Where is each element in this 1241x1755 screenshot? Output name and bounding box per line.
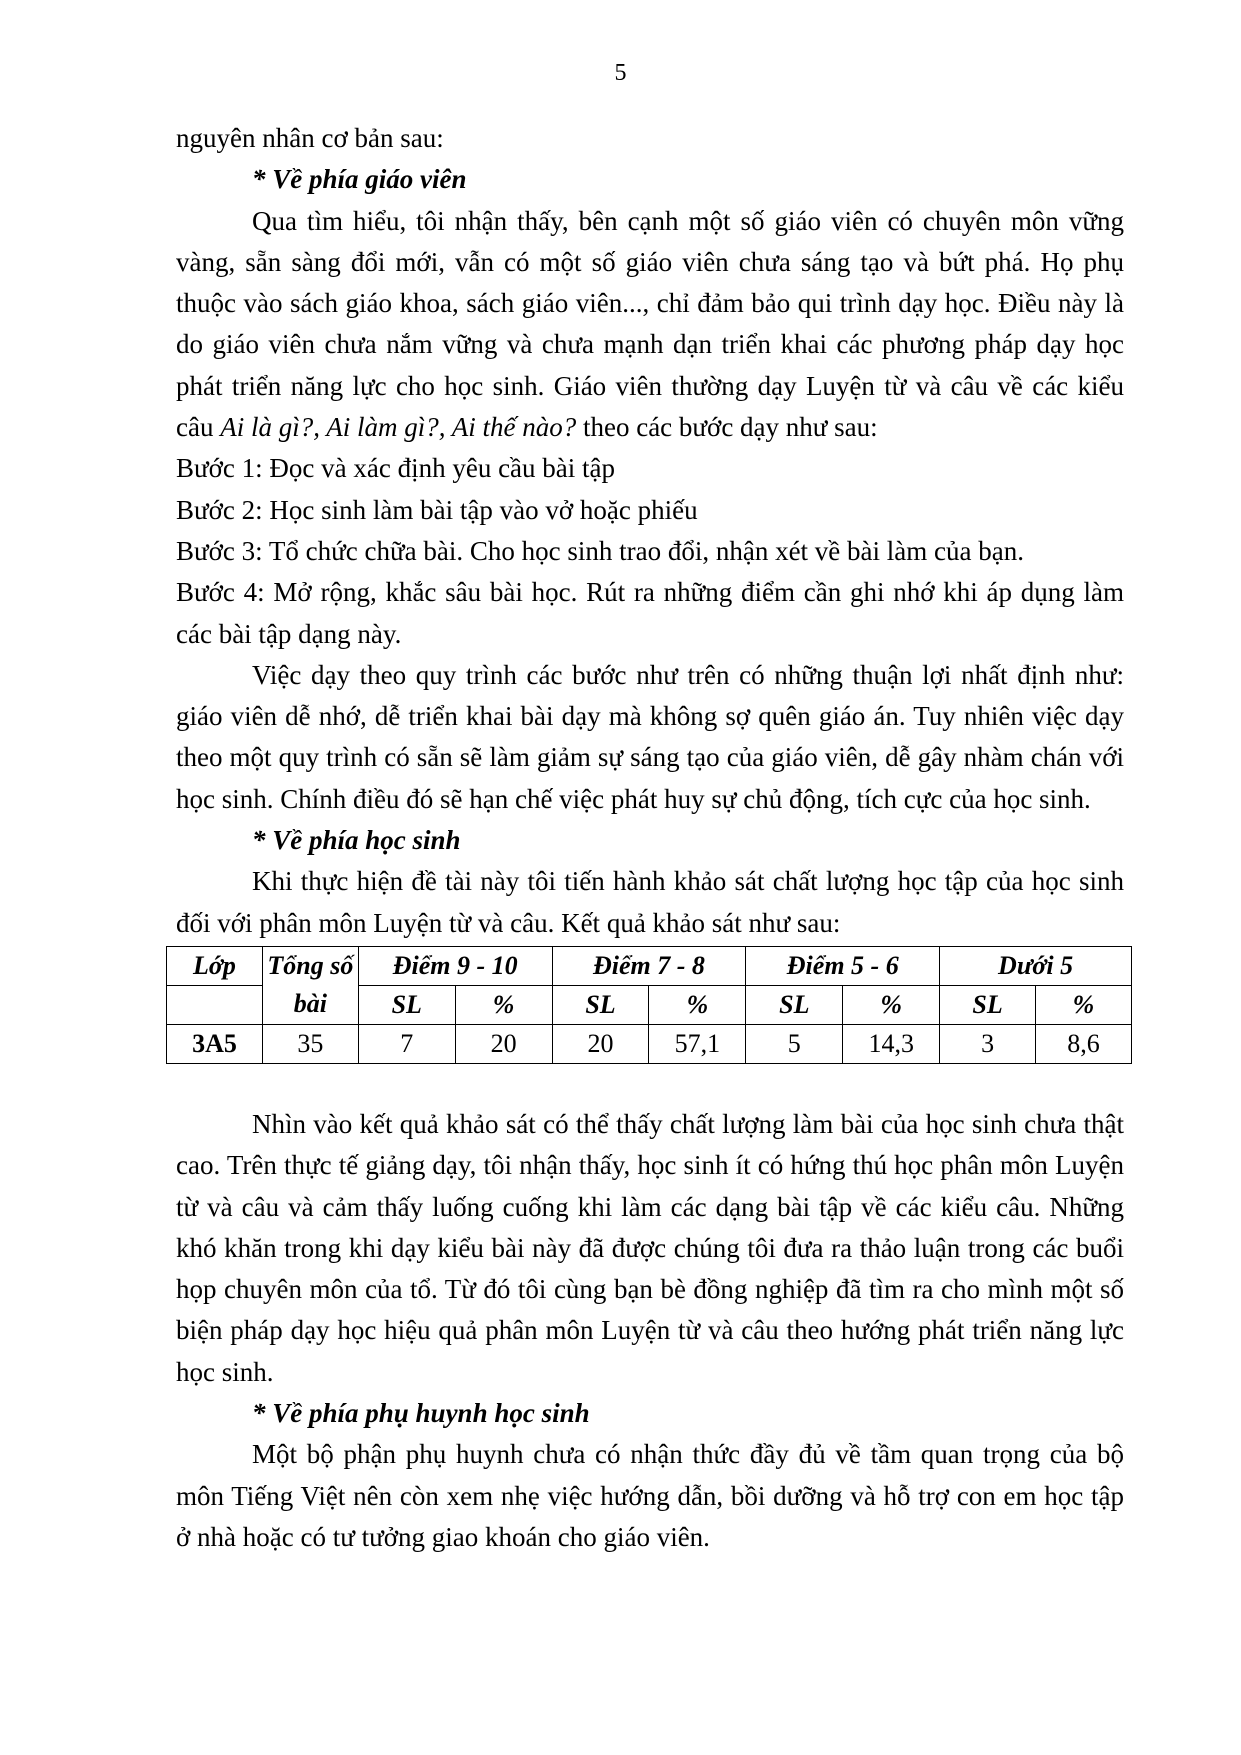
heading-parent: * Về phía phụ huynh học sinh <box>252 1398 590 1429</box>
cell-value: 20 <box>455 1024 552 1063</box>
header-class: Lớp <box>167 946 263 985</box>
survey-results-table <box>166 946 1132 1064</box>
cell-value: 20 <box>552 1024 649 1063</box>
step-1: Bước 1: Đọc và xác định yêu cầu bài tập <box>176 453 616 484</box>
sentence-types-italic: Ai là gì?, Ai làm gì?, Ai thế nào? <box>220 412 577 443</box>
subheader-pct: % <box>455 985 552 1024</box>
table-spacer <box>176 1064 1124 1104</box>
subheader-pct: % <box>649 985 746 1024</box>
subheader-sl: SL <box>358 985 455 1024</box>
cell-value: 14,3 <box>843 1024 940 1063</box>
header-total: Tổng số bài <box>262 946 358 1024</box>
page-number: 5 <box>614 60 627 86</box>
cell-value: 8,6 <box>1036 1024 1132 1063</box>
teacher-paragraph-1-text-a: Qua tìm hiểu, tôi nhận thấy, bên cạnh một số giáo viên có chuyên môn vững vàng, sẵn sàng đổi mới, vẫn có một số giáo viên chưa sáng tạo và bứt phá. Họ phụ thuộc vào sách giáo khoa, sách giáo viên..., chỉ đảm bảo qui trình dạy học. Điều này là do giáo viên chưa nắm vững và chưa mạnh dạn triển khai các phương pháp dạy học phát triển năng lực cho học sinh. Giáo viên thường dạy Luyện từ và câu về các kiểu câu <box>176 205 1124 443</box>
heading-student: * Về phía học sinh <box>252 825 461 856</box>
subheader-sl: SL <box>746 985 843 1024</box>
header-group-5-6: Điểm 5 - 6 <box>746 946 940 985</box>
header-group-7-8: Điểm 7 - 8 <box>552 946 746 985</box>
parent-paragraph: Một bộ phận phụ huynh chưa có nhận thức đầy đủ về tầm quan trọng của bộ môn Tiếng Việt nên còn xem nhẹ việc hướng dẫn, bồi dưỡng và hỗ trợ con em học tập ở nhà hoặc có tư tưởng giao khoán cho giáo viên. <box>176 1439 1124 1552</box>
subheader-sl: SL <box>940 985 1036 1024</box>
cell-total: 35 <box>262 1024 358 1063</box>
header-class-continued <box>167 985 263 1024</box>
step-4: Bước 4: Mở rộng, khắc sâu bài học. Rút ra những điểm cần ghi nhớ khi áp dụng làm các bài tập dạng này. <box>176 577 1124 649</box>
step-2: Bước 2: Học sinh làm bài tập vào vở hoặc phiếu <box>176 494 698 525</box>
teacher-paragraph-2: Việc dạy theo quy trình các bước như trên có những thuận lợi nhất định như: giáo viên dễ nhớ, dễ triển khai bài dạy mà không sợ quên giáo án. Tuy nhiên việc dạy theo một quy trình có sẵn sẽ làm giảm sự sáng tạo của giáo viên, dễ gây nhàm chán với học sinh. Chính điều đó sẽ hạn chế việc phát huy sự chủ động, tích cực của học sinh. <box>176 659 1124 814</box>
subheader-pct: % <box>843 985 940 1024</box>
document-body <box>176 118 1124 1558</box>
teacher-paragraph-1 <box>176 201 1124 449</box>
table-header-row <box>167 946 1132 985</box>
student-paragraph-2: Nhìn vào kết quả khảo sát có thể thấy chất lượng làm bài của học sinh chưa thật cao. Trên thực tế giảng dạy, tôi nhận thấy, học sinh ít có hứng thú học phân môn Luyện từ và câu và cảm thấy luống cuống khi làm các dạng bài tập về các kiểu câu. Những khó khăn trong khi dạy kiểu bài này đã được chúng tôi đưa ra thảo luận trong các buổi họp chuyên môn của tổ. Từ đó tôi cùng bạn bè đồng nghiệp đã tìm ra cho mình một số biện pháp dạy học hiệu quả phân môn Luyện từ và câu theo hướng phát triển năng lực học sinh. <box>176 1108 1124 1387</box>
cell-value: 3 <box>940 1024 1036 1063</box>
cell-class: 3A5 <box>167 1024 263 1063</box>
teacher-paragraph-1-text-b: theo các bước dạy như sau: <box>576 412 878 443</box>
subheader-sl: SL <box>552 985 649 1024</box>
cell-value: 57,1 <box>649 1024 746 1063</box>
subheader-pct: % <box>1036 985 1132 1024</box>
intro-paragraph: nguyên nhân cơ bản sau: <box>176 123 444 153</box>
cell-value: 7 <box>358 1024 455 1063</box>
heading-teacher: * Về phía giáo viên <box>252 164 467 195</box>
step-3: Bước 3: Tổ chức chữa bài. Cho học sinh trao đổi, nhận xét về bài làm của bạn. <box>176 535 1024 566</box>
student-paragraph-1: Khi thực hiện đề tài này tôi tiến hành khảo sát chất lượng học tập của học sinh đối với phân môn Luyện từ và câu. Kết quả khảo sát như sau: <box>176 866 1124 938</box>
header-group-9-10: Điểm 9 - 10 <box>358 946 552 985</box>
header-group-below-5: Dưới 5 <box>940 946 1132 985</box>
table-row <box>167 1024 1132 1063</box>
cell-value: 5 <box>746 1024 843 1063</box>
